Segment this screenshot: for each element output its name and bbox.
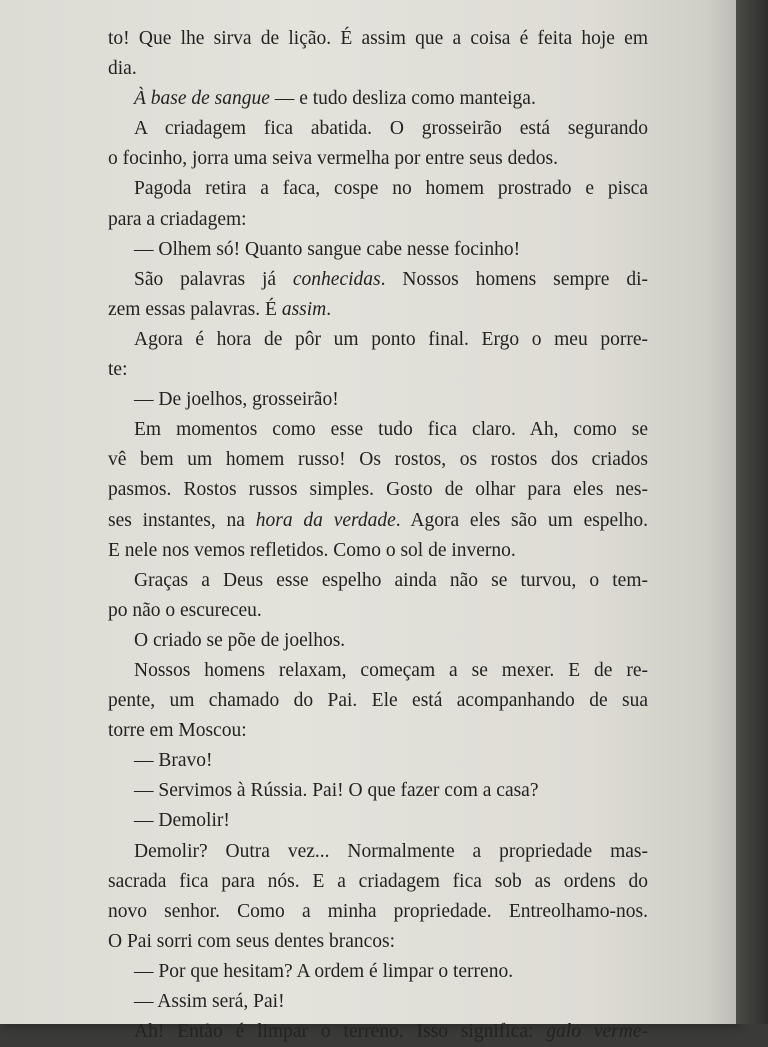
text-line — [108, 776, 648, 806]
text-line — [108, 536, 648, 566]
text-line — [108, 24, 648, 54]
text-segment: — Demolir! — [134, 810, 230, 832]
text-line — [108, 716, 648, 746]
text-segment: — Olhem só! Quanto sangue cabe nesse focinho! — [134, 238, 521, 260]
page-edge-shadow — [736, 0, 768, 1024]
text-line — [108, 656, 648, 686]
text-segment: ses instantes, na — [108, 509, 256, 531]
text-line — [108, 144, 648, 174]
text-segment: — Por que hesitam? A ordem é limpar o terreno. — [134, 960, 514, 982]
text-segment: Agora é hora de pôr um ponto final. Ergo o meu porre- — [134, 328, 648, 350]
text-segment: para a criadagem: — [108, 208, 247, 230]
text-segment: Ah! Então é limpar o terreno. Isso significa: — [134, 1021, 547, 1043]
text-line — [108, 54, 648, 84]
text-line — [108, 205, 648, 235]
text-segment: novo senhor. Como a minha propriedade. Entreolhamo-nos. — [108, 900, 648, 922]
text-line — [108, 506, 648, 536]
text-segment: — e tudo desliza como manteiga. — [269, 88, 536, 110]
italic-text: assim — [281, 298, 327, 320]
text-segment: A criadagem fica abatida. O grosseirão está segurando — [134, 118, 648, 140]
text-segment: — Bravo! — [134, 750, 213, 772]
text-segment: O criado se põe de joelhos. — [134, 629, 346, 651]
text-segment: . — [326, 298, 332, 320]
text-line — [108, 806, 648, 836]
text-line — [108, 475, 648, 505]
text-line — [108, 295, 648, 325]
italic-text: galo verme- — [546, 1021, 648, 1043]
text-segment: Pagoda retira a faca, cospe no homem prostrado e pisca — [134, 178, 648, 200]
text-line — [108, 445, 648, 475]
text-segment: dia. — [108, 58, 137, 80]
text-segment: torre em Moscou: — [108, 720, 247, 742]
text-line — [108, 235, 648, 265]
text-segment: sacrada fica para nós. E a criadagem fica sob as ordens do — [108, 870, 648, 892]
text-line — [108, 897, 648, 927]
text-segment: pasmos. Rostos russos simples. Gosto de olhar para eles nes- — [108, 479, 648, 501]
text-segment: zem essas palavras. É — [108, 298, 282, 320]
text-line — [108, 325, 648, 355]
text-segment: O Pai sorri com seus dentes brancos: — [108, 930, 396, 952]
text-line — [108, 355, 648, 385]
text-line — [108, 415, 648, 445]
text-segment: . Agora eles são um espelho. — [395, 509, 649, 531]
text-line — [108, 686, 648, 716]
text-line — [108, 84, 648, 114]
text-segment: São palavras já — [134, 268, 293, 290]
text-segment: Demolir? Outra vez... Normalmente a propriedade mas- — [134, 840, 648, 862]
text-segment: Graças a Deus esse espelho ainda não se turvou, o tem- — [134, 569, 648, 591]
text-line — [108, 987, 648, 1017]
text-segment: — Servimos à Rússia. Pai! O que fazer com a casa? — [134, 780, 539, 802]
text-segment: — De joelhos, grosseirão! — [134, 389, 339, 411]
text-line — [108, 566, 648, 596]
text-segment: Nossos homens relaxam, começam a se mexer. E de re- — [134, 659, 648, 681]
text-segment: te: — [108, 359, 128, 381]
text-line — [108, 927, 648, 957]
page-body-text — [108, 24, 648, 1047]
text-line — [108, 626, 648, 656]
text-segment: E nele nos vemos refletidos. Como o sol de inverno. — [108, 539, 516, 561]
text-segment: po não o escureceu. — [108, 599, 262, 621]
text-line — [108, 837, 648, 867]
text-segment: to! Que lhe sirva de lição. É assim que a coisa é feita hoje em — [108, 28, 648, 49]
text-segment: Em momentos como esse tudo fica claro. Ah, como se — [134, 419, 648, 441]
italic-text: À base de sangue — [134, 88, 270, 110]
text-segment: — Assim será, Pai! — [134, 991, 285, 1012]
text-segment: vê bem um homem russo! Os rostos, os rostos dos criados — [108, 449, 648, 471]
text-line — [108, 596, 648, 626]
text-segment: pente, um chamado do Pai. Ele está acompanhando de sua — [108, 690, 648, 712]
text-line — [108, 265, 648, 295]
text-line — [108, 174, 648, 204]
text-line — [108, 385, 648, 415]
text-line — [108, 114, 648, 144]
text-line — [108, 957, 648, 987]
text-segment: o focinho, jorra uma seiva vermelha por entre seus dedos. — [108, 148, 558, 170]
text-line — [108, 746, 648, 776]
italic-text: hora da verdade — [255, 509, 396, 531]
text-segment: . Nossos homens sempre di- — [380, 268, 648, 290]
italic-text: conhecidas — [292, 268, 381, 290]
text-line — [108, 1017, 648, 1047]
text-line — [108, 867, 648, 897]
